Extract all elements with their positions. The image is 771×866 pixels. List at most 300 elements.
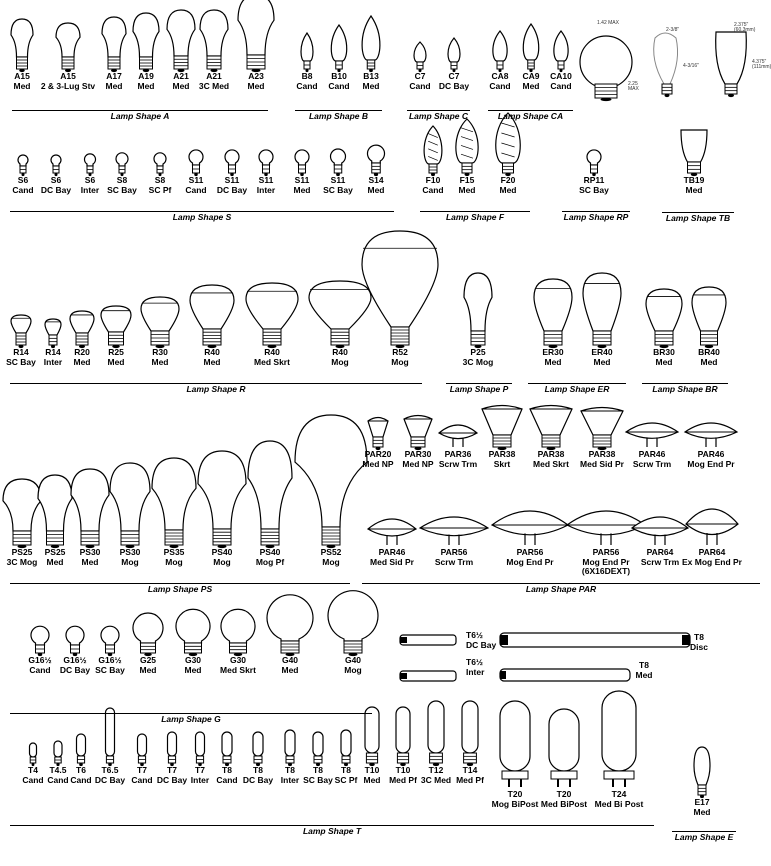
lamp-bulb <box>66 626 84 645</box>
lamp-name: T8 <box>253 765 263 775</box>
lamp-drawing <box>225 150 239 176</box>
lamp-label <box>107 176 137 195</box>
tube-base <box>400 673 407 679</box>
lamp-drawing <box>190 285 234 348</box>
lamp-bulb <box>190 285 234 329</box>
lamp-drawing <box>51 155 61 176</box>
lamp-name: C7 <box>414 71 426 81</box>
lamp-label <box>95 766 125 785</box>
lamp-name: CA9 <box>522 71 540 81</box>
lamp-name: PS25 <box>44 547 66 557</box>
lamp-name: CA8 <box>491 71 509 81</box>
lamp-drawing <box>222 732 232 766</box>
lamp-label <box>204 348 221 367</box>
lamp-drawing <box>196 732 205 766</box>
lamp-name: PS52 <box>320 547 342 557</box>
lamp-bulb <box>189 150 203 165</box>
lamp-name: R40 <box>264 347 280 357</box>
lamp-base-type: Cand <box>131 774 153 785</box>
lamp-name: S11 <box>188 175 204 185</box>
lamp-drawing <box>31 626 49 656</box>
lamp-drawing <box>456 119 478 176</box>
lamp-base-type: Med <box>367 184 385 195</box>
lamp-drawing <box>267 595 313 656</box>
lamp-name: PAR38 <box>588 449 616 459</box>
lamp-label <box>422 176 443 195</box>
lamp-name: T12 <box>428 765 444 775</box>
lamp-bulb <box>328 591 378 641</box>
dimension-label: 2.375" (60.3mm) <box>734 22 756 33</box>
lamp-label <box>389 766 417 785</box>
lamp-base-type: Med <box>105 80 123 91</box>
lamp-bulb <box>295 150 309 165</box>
lamp-base-type: Mog Pf <box>255 556 285 567</box>
lamp-name: R20 <box>74 347 90 357</box>
lamp-base <box>464 753 477 763</box>
lamp-drawing <box>404 416 432 451</box>
lamp-extra: (6X16DEXT) <box>581 566 631 576</box>
lamp-base <box>551 771 577 779</box>
lamp-name: G40 <box>281 655 299 665</box>
lamp-name: G16½ <box>63 655 87 665</box>
lamp-name: F20 <box>500 175 516 185</box>
lamp-label <box>149 176 172 195</box>
lamp-drawing <box>102 17 126 72</box>
lamp-base-type: Med <box>151 356 169 367</box>
lamp-drawing <box>295 150 309 176</box>
group-title-r: Lamp Shape R <box>10 383 422 394</box>
lamp-base-type: Mog <box>165 556 183 567</box>
lamp-name: T8 <box>341 765 351 775</box>
lamp-label <box>282 656 299 675</box>
lamp-drawing <box>685 423 737 447</box>
lamp-label <box>435 548 473 567</box>
lamp-base-type: Cand <box>328 80 350 91</box>
lamp-label <box>641 548 679 567</box>
lamp-name: PAR46 <box>697 449 725 459</box>
lamp-name: T6 <box>76 765 86 775</box>
lamp-bulb <box>500 701 530 771</box>
dimension-label: 1.42 MAX <box>597 20 619 26</box>
lamp-name: PAR38 <box>488 449 516 459</box>
lamp-base <box>688 162 701 173</box>
lamp-label <box>60 656 90 675</box>
lamp-label <box>335 766 358 785</box>
lamp-bulb <box>396 707 410 753</box>
lamp-name: G30 <box>229 655 247 665</box>
lamp-drawing <box>439 425 477 447</box>
lamp-bulb <box>549 709 579 771</box>
lamp-drawing <box>70 311 94 348</box>
lamp-label <box>466 658 484 677</box>
lamp-label <box>409 72 430 91</box>
lamp-drawing <box>534 279 572 348</box>
lamp-name: T8 <box>285 765 295 775</box>
lamp-drawing <box>496 113 520 176</box>
lamp-label <box>331 348 348 367</box>
lamp-label <box>12 176 33 195</box>
group-title-b: Lamp Shape B <box>295 110 382 121</box>
lamp-label <box>140 656 157 675</box>
lamp-name: T10 <box>395 765 411 775</box>
lamp-base-type: Cand <box>422 184 444 195</box>
lamp-drawing <box>368 519 416 545</box>
lamp-label <box>243 766 273 785</box>
lamp-label <box>131 766 152 785</box>
lamp-label <box>542 348 563 367</box>
lamp-bulb <box>685 423 737 438</box>
lamp-drawing <box>482 406 522 451</box>
group-title-ps: Lamp Shape PS <box>10 583 350 594</box>
lamp-label <box>368 176 385 195</box>
group-title-er: Lamp Shape ER <box>528 383 626 394</box>
lamp-base <box>373 437 383 447</box>
lamp-label <box>41 72 95 91</box>
lamp-name: PAR46 <box>638 449 666 459</box>
lamp-bulb <box>77 734 86 756</box>
lamp-name: T4.5 <box>49 765 67 775</box>
lamp-base-type: Med <box>458 184 476 195</box>
lamp-base-type: DC Bay <box>156 774 188 785</box>
lamp-bulb <box>110 463 150 531</box>
lamp-name: S11 <box>294 175 310 185</box>
lamp-drawing <box>54 741 62 766</box>
lamp-base-type: Med NP <box>362 458 394 469</box>
lamp-label <box>595 790 644 809</box>
lamp-drawing <box>400 666 630 681</box>
lamp-base-type: Med Pf <box>389 774 417 785</box>
lamp-drawing <box>259 150 273 176</box>
lamp-drawing <box>554 31 568 72</box>
lamp-base-type: Cand <box>12 184 34 195</box>
lamp-base <box>230 643 247 653</box>
lamp-drawing <box>221 609 255 656</box>
lamp-bulb <box>71 469 109 531</box>
lamp-label <box>456 766 484 785</box>
lamp-bulb <box>492 511 568 535</box>
group-title-tb: Lamp Shape TB <box>662 212 734 223</box>
lamp-label <box>199 72 229 91</box>
lamp-name: T8 <box>313 765 323 775</box>
lamp-name: T24 <box>611 789 627 799</box>
lamp-base-type: Med <box>593 356 611 367</box>
lamp-base-type: Cand <box>47 774 69 785</box>
lamp-name: A15 <box>60 71 76 81</box>
lamp-drawing <box>420 517 488 545</box>
lamp-base-type: Mog <box>121 556 139 567</box>
lamp-bulb <box>313 732 323 756</box>
lamp-base-type: Cand <box>550 80 572 91</box>
lamp-label <box>281 766 299 785</box>
lamp-name: PS25 <box>11 547 33 557</box>
lamp-label <box>522 72 539 91</box>
lamp-drawing <box>646 289 682 348</box>
lamp-base-type: Med <box>73 356 91 367</box>
lamp-base <box>203 329 221 345</box>
lamp-bulb <box>587 150 601 165</box>
lamp-base-type: Med Sid Pr <box>580 458 624 469</box>
lamp-name: PS30 <box>119 547 141 557</box>
tube-base <box>400 637 407 643</box>
lamp-name: S6 <box>84 175 96 185</box>
lamp-bulb <box>295 415 367 527</box>
lamp-drawing <box>530 406 572 451</box>
lamp-name: T10 <box>364 765 380 775</box>
lamp-drawing <box>238 0 274 72</box>
lamp-drawing <box>189 150 203 176</box>
lamp-bulb <box>225 150 239 165</box>
lamp-drawing <box>198 451 246 548</box>
lamp-base-type: DC Bay <box>466 639 497 650</box>
lamp-base-type: Med Sid Pr <box>370 556 414 567</box>
lamp-base-type: Mog <box>344 664 362 675</box>
lamp-label <box>344 656 361 675</box>
lamp-label <box>459 176 476 195</box>
lamp-bulb <box>167 10 195 56</box>
lamp-name: C7 <box>448 71 460 81</box>
lamp-drawing <box>168 732 177 766</box>
lamp-name: PS35 <box>163 547 185 557</box>
lamp-label <box>687 450 734 469</box>
lamp-bulb <box>331 149 346 165</box>
lamp-label <box>138 72 155 91</box>
lamp-base-type: Cand <box>29 664 51 675</box>
group-title-ca: Lamp Shape CA <box>488 110 573 121</box>
lamp-label <box>500 176 517 195</box>
lamp-label <box>489 72 510 91</box>
lamp-drawing <box>400 630 690 647</box>
lamp-drawing <box>602 691 636 787</box>
lamp-base-type: Med <box>139 664 157 675</box>
lamp-drawing <box>549 709 579 787</box>
lamp-name: R25 <box>108 347 124 357</box>
lamp-drawing <box>285 730 295 766</box>
lamp-label <box>492 790 539 809</box>
lamp-drawing <box>523 24 538 72</box>
lamp-bulb <box>414 42 426 62</box>
lamp-bulb <box>367 145 384 163</box>
lamp-drawing <box>66 626 84 656</box>
group-title-e: Lamp Shape E <box>672 831 736 842</box>
lamp-drawing <box>331 25 346 72</box>
lamp-name: A17 <box>106 71 122 81</box>
lamp-base-type: Cand <box>296 80 318 91</box>
lamp-label <box>152 348 169 367</box>
lamp-bulb <box>45 319 61 335</box>
lamp-base-type: Med <box>293 184 311 195</box>
lamp-bulb <box>632 517 688 536</box>
lamp-drawing <box>493 31 507 72</box>
lamp-base-type: Med <box>46 556 64 567</box>
base-contact <box>728 94 734 97</box>
lamp-base-type: Med <box>685 184 703 195</box>
lamp-drawing <box>30 743 37 766</box>
lamp-drawing <box>692 287 726 348</box>
lamp-base-type: SC Pf <box>148 184 172 195</box>
lamp-drawing <box>681 130 707 176</box>
lamp-bulb <box>11 19 33 57</box>
lamp-drawing <box>253 732 263 766</box>
lamp-drawing <box>331 149 346 176</box>
lamp-base-type: Med NP <box>402 458 434 469</box>
lamp-label <box>328 72 349 91</box>
lamp-name: PAR36 <box>444 449 472 459</box>
lamp-base-type: Skrt <box>493 458 511 469</box>
group-title-f: Lamp Shape F <box>420 211 530 222</box>
lamp-bulb <box>54 741 62 757</box>
lamp-bulb <box>30 743 37 757</box>
lamp-base-type: DC Bay <box>242 774 274 785</box>
lamp-label <box>74 348 91 367</box>
lamp-name: B8 <box>301 71 313 81</box>
lamp-bulb <box>301 33 313 61</box>
lamp-base-type: Cand <box>216 774 238 785</box>
lamp-name: PS40 <box>211 547 233 557</box>
lamp-label <box>14 72 31 91</box>
lamp-base-type: Med <box>522 80 540 91</box>
lamp-bulb <box>267 595 313 641</box>
lamp-name: G16½ <box>98 655 122 665</box>
lamp-base-type: Med <box>184 664 202 675</box>
lamp-bulb <box>626 423 678 438</box>
lamp-drawing <box>77 734 86 766</box>
lamp-drawing <box>56 23 80 72</box>
lamp-bulb <box>259 150 273 165</box>
lamp-name: E17 <box>694 797 710 807</box>
lamp-base <box>49 335 57 345</box>
lamp-base-type: Med <box>363 774 381 785</box>
dimension-label: 4-3/16" <box>683 63 699 69</box>
lamp-label <box>421 766 451 785</box>
lamp-label <box>364 766 381 785</box>
lamp-name: T6½ <box>466 630 484 640</box>
lamp-label <box>95 656 125 675</box>
lamp-base-type: Scrw Trm <box>434 556 474 567</box>
lamp-drawing <box>110 463 150 548</box>
lamp-drawing <box>424 126 442 176</box>
lamp-drawing <box>341 730 351 766</box>
lamp-label <box>506 548 553 567</box>
lamp-base <box>725 84 737 94</box>
lamp-label <box>363 72 380 91</box>
group-title-c: Lamp Shape C <box>408 111 469 121</box>
lamp-bulb <box>581 408 623 436</box>
lamp-base-type: Inter <box>280 774 300 785</box>
lamp-bulb <box>448 38 460 62</box>
lamp-name: S6 <box>50 175 62 185</box>
lamp-base-type: Med <box>635 669 653 680</box>
group-title-br: Lamp Shape BR <box>642 383 728 394</box>
lamp-bulb <box>554 31 568 61</box>
lamp-name: B10 <box>331 71 347 81</box>
lamp-drawing <box>587 150 601 176</box>
lamp-bulb <box>38 475 72 531</box>
lamp-name: R14 <box>13 347 29 357</box>
lamp-drawing <box>101 306 131 348</box>
lamp-base-type: 2 & 3-Lug Stv <box>40 80 96 91</box>
lamp-bulb <box>420 517 488 536</box>
lamp-bulb <box>221 609 255 643</box>
lamp-drawing <box>500 701 530 787</box>
lamp-base <box>331 329 349 345</box>
lamp-label <box>489 450 516 469</box>
lamp-drawing <box>138 734 147 766</box>
lamp-bulb <box>309 281 371 329</box>
lamp-name: BR30 <box>653 347 675 357</box>
lamp-drawing <box>18 155 28 176</box>
lamp-drawing <box>3 479 41 548</box>
lamp-name: A19 <box>138 71 154 81</box>
lamp-name: F15 <box>459 175 475 185</box>
lamp-drawing <box>362 16 380 72</box>
lamp-drawing <box>313 732 323 766</box>
reference-bulb-tb <box>716 32 747 84</box>
lamp-base-type: Cand <box>185 184 207 195</box>
tube-lamp <box>400 635 456 645</box>
lamp-base <box>367 60 375 69</box>
lamp-name: F10 <box>425 175 441 185</box>
lamp-base <box>397 753 408 763</box>
lamp-label <box>684 176 705 195</box>
lamp-base <box>165 530 183 545</box>
group-title-g: Lamp Shape G <box>10 713 372 724</box>
lamp-label <box>533 450 569 469</box>
lamp-label <box>303 766 333 785</box>
lamp-drawing <box>154 153 166 176</box>
lamp-drawing <box>11 315 31 348</box>
lamp-base-type: SC Bay <box>107 184 137 195</box>
lamp-base-type: Med <box>544 356 562 367</box>
lamp-bulb <box>567 511 645 535</box>
reference-bulb-g <box>580 36 632 88</box>
lamp-name: PS30 <box>79 547 101 557</box>
group-title-rp: Lamp Shape RP <box>563 212 629 222</box>
lamp-base-type: Med Skrt <box>254 356 290 367</box>
lamp-bulb <box>694 747 710 785</box>
lamp-bulb <box>523 24 538 60</box>
lamp-name: R14 <box>45 347 61 357</box>
lamp-drawing <box>309 281 371 348</box>
dimension-label: 2.25 MAX <box>628 81 639 92</box>
lamp-name: PAR56 <box>440 547 468 557</box>
lamp-bulb <box>70 311 94 333</box>
lamp-drawing <box>133 13 159 72</box>
lamp-base <box>141 643 156 653</box>
lamp-name: R40 <box>332 347 348 357</box>
lamp-label <box>191 766 209 785</box>
lamp-label <box>653 348 675 367</box>
lamp-base-type: Cand <box>489 80 511 91</box>
lamp-bulb <box>285 730 295 756</box>
lamp-bulb <box>646 289 682 331</box>
lamp-base-type: Med <box>281 664 299 675</box>
lamp-name: R30 <box>152 347 168 357</box>
lamp-bulb <box>464 273 492 331</box>
lamp-drawing <box>301 33 313 72</box>
lamp-base-type: DC Bay <box>40 184 72 195</box>
lamp-name: A23 <box>248 71 264 81</box>
lamp-bulb <box>248 441 292 529</box>
lamp-bulb <box>200 10 228 56</box>
lamp-label <box>321 548 342 567</box>
lamp-base-type: Med <box>700 356 718 367</box>
group-title-t: Lamp Shape T <box>10 825 654 836</box>
lamp-drawing <box>492 511 568 545</box>
lamp-label <box>22 766 43 785</box>
lamp-name: S11 <box>224 175 240 185</box>
lamp-label <box>164 548 185 567</box>
lamp-label <box>296 72 317 91</box>
